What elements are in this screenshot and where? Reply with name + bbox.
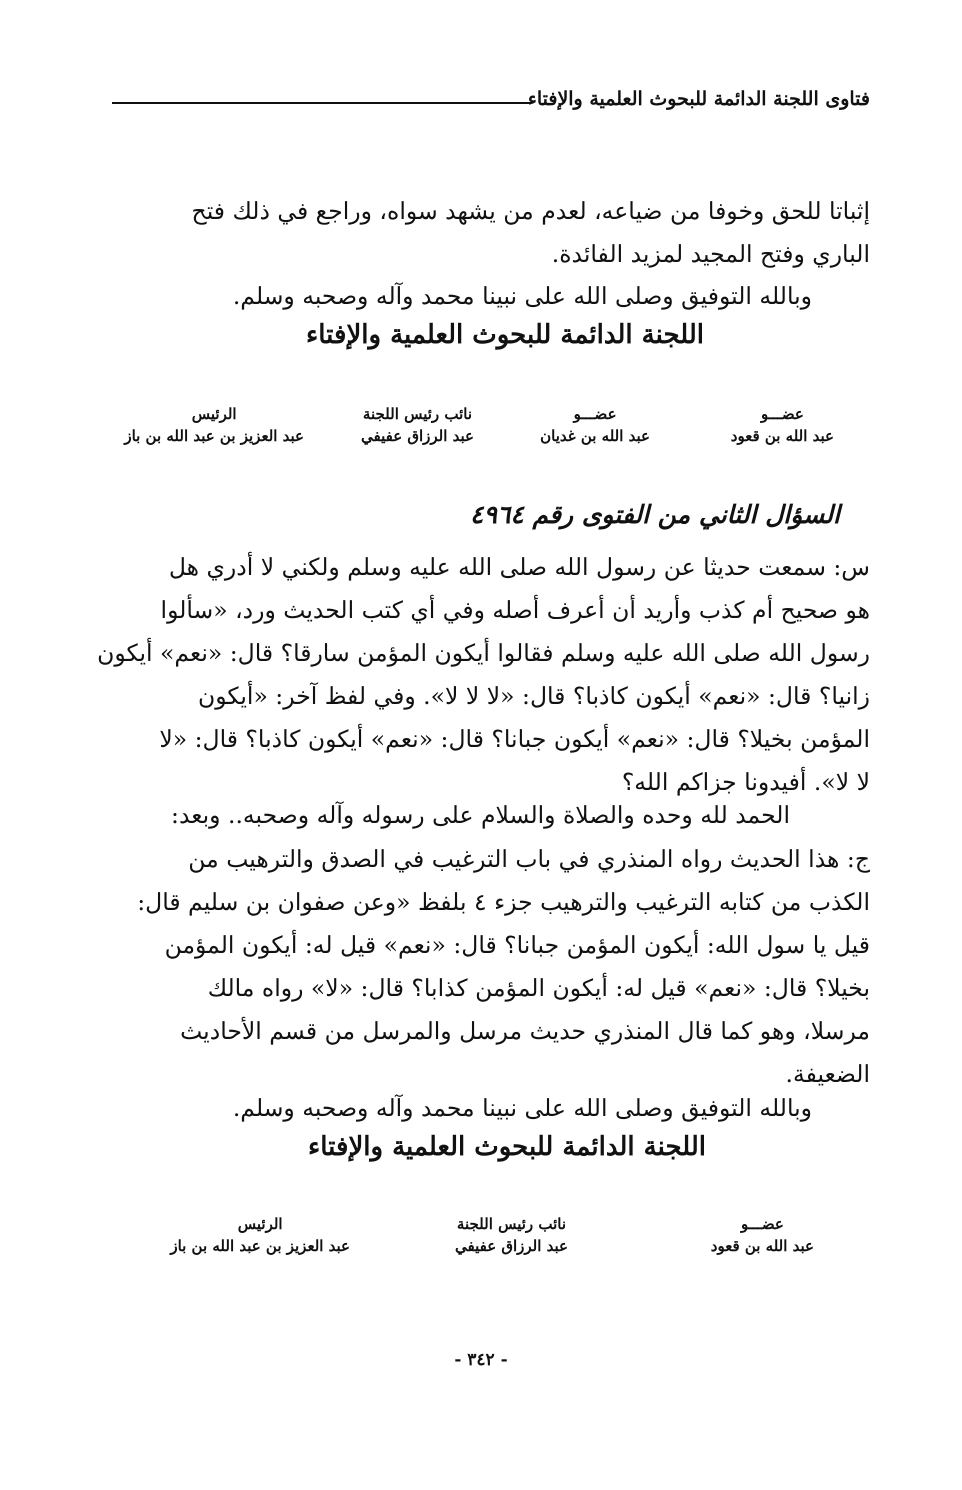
signature-vice-president <box>361 405 474 445</box>
signature-role: نائب رئيس اللجنة <box>456 1215 567 1233</box>
signature-vice-president <box>455 1215 568 1255</box>
signature-role: عضـــو <box>760 405 804 423</box>
text-line: رسول الله صلى الله عليه وسلم فقالوا أيكون المؤمن سارقا؟ قال: «نعم» أيكون <box>97 639 870 667</box>
text-line: الباري وفتح المجيد لمزيد الفائدة. <box>551 240 870 268</box>
signature-member <box>731 405 834 445</box>
answer-paragraph <box>114 838 870 1096</box>
question-title: السؤال الثاني من الفتوى رقم ٤٩٦٤ <box>470 500 840 529</box>
signature-role: عضـــو <box>573 405 617 423</box>
text-line: الحمد لله وحده والصلاة والسلام على رسوله وآله وصحبه.. وبعد: <box>171 801 790 829</box>
header-rule <box>112 102 532 104</box>
header-title: فتاوى اللجنة الدائمة للبحوث العلمية والإفتاء <box>527 88 870 110</box>
text-line: هو صحيح أم كذب وأريد أن أعرف أصله وفي أي كتب الحديث ورد، «سألوا <box>160 596 870 624</box>
text-line: إثباتا للحق وخوفا من ضياعه، لعدم من يشهد سواه، وراجع في ذلك فتح <box>191 197 870 225</box>
text-line: الكذب من كتابه الترغيب والترهيب جزء ٤ بلفظ «وعن صفوان بن سليم قال: <box>137 888 870 916</box>
signature-name: عبد العزيز بن عبد الله بن باز <box>124 427 304 445</box>
signature-president <box>124 405 304 445</box>
question-paragraph <box>97 546 870 804</box>
signatures-block <box>90 1215 870 1275</box>
text-line: بخيلا؟ قال: «نعم» قيل له: أيكون المؤمن كذابا؟ قال: «لا» رواه مالك <box>207 974 870 1002</box>
closing-prayer: وبالله التوفيق وصلى الله على نبينا محمد وآله وصحبه وسلم. <box>232 282 812 310</box>
signature-role: عضـــو <box>740 1215 784 1233</box>
signature-name: عبد الله بن غديان <box>540 427 650 445</box>
signature-name: عبد الله بن قعود <box>710 1237 814 1255</box>
text-line: س: سمعت حديثا عن رسول الله صلى الله عليه وسلم ولكني لا أدري هل <box>168 553 870 581</box>
closing-prayer: وبالله التوفيق وصلى الله على نبينا محمد وآله وصحبه وسلم. <box>232 1094 812 1122</box>
text-line: الضعيفة. <box>785 1060 870 1088</box>
text-line: مرسلا، وهو كما قال المنذري حديث مرسل والمرسل من قسم الأحاديث <box>180 1017 870 1045</box>
signature-name: عبد الرزاق عفيفي <box>360 427 474 445</box>
page-number: - ٣٤٢ - <box>454 1350 508 1370</box>
signature-role: الرئيس <box>237 1215 283 1233</box>
text-line: ج: هذا الحديث رواه المنذري في باب الترغيب في الصدق والترهيب من <box>188 845 870 873</box>
committee-name: اللجنة الدائمة للبحوث العلمية والإفتاء <box>308 1132 706 1162</box>
signature-name: عبد الرزاق عفيفي <box>454 1237 568 1255</box>
text-line: لا لا». أفيدونا جزاكم الله؟ <box>621 768 870 796</box>
signature-member <box>711 1215 814 1255</box>
answer-opening <box>114 794 870 837</box>
signature-role: نائب رئيس اللجنة <box>362 405 473 423</box>
signatures-block <box>90 405 870 465</box>
signature-member <box>540 405 650 445</box>
signature-name: عبد العزيز بن عبد الله بن باز <box>170 1237 350 1255</box>
running-header <box>112 88 870 118</box>
committee-name: اللجنة الدائمة للبحوث العلمية والإفتاء <box>306 320 704 350</box>
text-line: المؤمن بخيلا؟ قال: «نعم» أيكون جبانا؟ قال: «نعم» أيكون كاذبا؟ قال: «لا <box>159 725 870 753</box>
section1-paragraph <box>114 190 870 276</box>
text-line: زانيا؟ قال: «نعم» أيكون كاذبا؟ قال: «لا لا لا». وفي لفظ آخر: «أيكون <box>198 682 870 710</box>
signature-president <box>170 1215 350 1255</box>
text-line: قيل يا سول الله: أيكون المؤمن جبانا؟ قال: «نعم» قيل له: أيكون المؤمن <box>164 931 870 959</box>
signature-role: الرئيس <box>191 405 237 423</box>
signature-name: عبد الله بن قعود <box>730 427 834 445</box>
